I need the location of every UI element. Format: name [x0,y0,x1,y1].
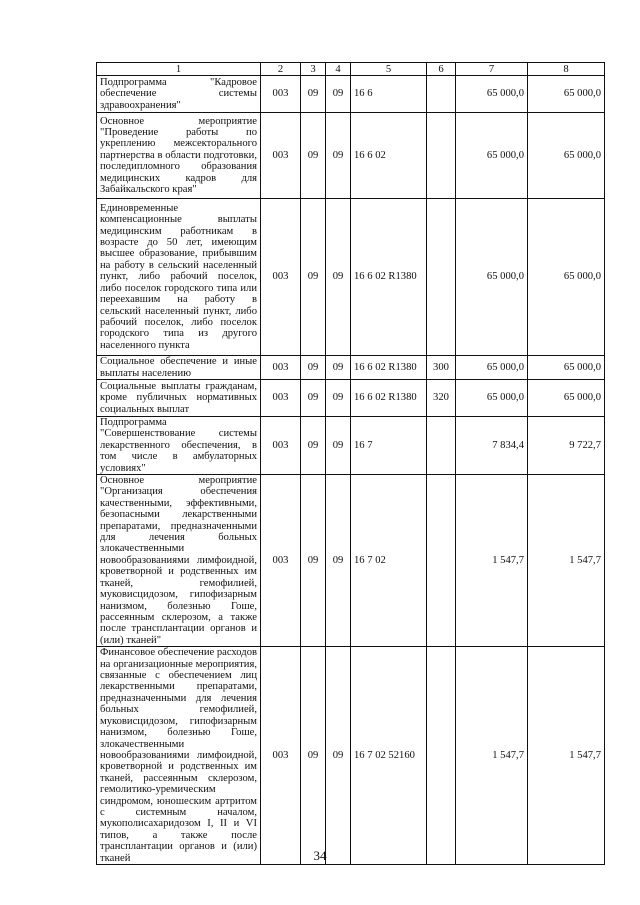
row-sum2: 1 547,7 [528,475,605,647]
row-sum2: 65 000,0 [528,199,605,356]
col-header-6: 6 [427,63,456,76]
row-pr: 09 [326,475,351,647]
row-name: Основное мероприятие "Проведение работы по укреплению межсекторального партнерства в области подготовки, последипломного образования медицинских кадров для Забайкальского края" [97,113,261,199]
row-name: Финансовое обеспечение расходов на организационные мероприятия, связанные с обеспечением лиц лекарственными препаратами, предназначенными для лечения больных гемофилией, муковисцидозом, гипофизарным нанизмом, болезнью Гоше, злокачественными новообразованиями лимфоидной, кроветворной и родственных им тканей, рассеянным склерозом, гемолитико-уремическим синдромом, юношеским артритом с системным началом, мукополисахаридозом I, II и VI типов, а также после трансплантации органов и (или) тканей [97,647,261,865]
row-vr [427,76,456,113]
row-sum1: 65 000,0 [456,380,528,417]
row-name: Подпрограмма "Совершенствование системы лекарственного обеспечения, в том числе в амбулаторных условиях" [97,417,261,475]
col-header-4: 4 [326,63,351,76]
row-vr: 300 [427,356,456,380]
row-sum2: 65 000,0 [528,113,605,199]
row-vr [427,475,456,647]
table-row [97,417,605,475]
col-header-1: 1 [97,63,261,76]
row-pr: 09 [326,199,351,356]
row-vr [427,113,456,199]
row-sum1: 65 000,0 [456,76,528,113]
row-vr [427,199,456,356]
table-row [97,356,605,380]
row-sum2: 65 000,0 [528,76,605,113]
row-grbs: 003 [261,417,301,475]
row-pr: 09 [326,380,351,417]
row-sum1: 65 000,0 [456,199,528,356]
row-pr: 09 [326,356,351,380]
row-csr: 16 6 02 R1380 [351,380,427,417]
row-grbs: 003 [261,113,301,199]
row-sum1: 1 547,7 [456,475,528,647]
row-name: Подпрограмма "Кадровое обеспечение системы здравоохранения" [97,76,261,113]
row-name: Социальные выплаты гражданам, кроме публичных нормативных социальных выплат [97,380,261,417]
row-pr: 09 [326,417,351,475]
row-rz: 09 [301,417,326,475]
table-row [97,113,605,199]
row-sum2: 65 000,0 [528,356,605,380]
row-csr: 16 6 02 [351,113,427,199]
row-vr [427,647,456,865]
row-name: Социальное обеспечение и иные выплаты населению [97,356,261,380]
table-row [97,380,605,417]
row-sum1: 7 834,4 [456,417,528,475]
header-row [97,63,605,76]
row-grbs: 003 [261,380,301,417]
col-header-2: 2 [261,63,301,76]
row-vr [427,417,456,475]
row-grbs: 003 [261,199,301,356]
row-csr: 16 7 [351,417,427,475]
row-rz: 09 [301,475,326,647]
row-sum2: 9 722,7 [528,417,605,475]
table-row [97,475,605,647]
col-header-7: 7 [456,63,528,76]
row-rz: 09 [301,356,326,380]
row-grbs: 003 [261,76,301,113]
row-sum2: 1 547,7 [528,647,605,865]
row-rz: 09 [301,380,326,417]
row-pr: 09 [326,76,351,113]
row-pr: 09 [326,647,351,865]
row-sum1: 65 000,0 [456,113,528,199]
col-header-5: 5 [351,63,427,76]
row-grbs: 003 [261,647,301,865]
budget-table [96,62,605,865]
row-csr: 16 7 02 52160 [351,647,427,865]
row-pr: 09 [326,113,351,199]
table-row [97,76,605,113]
row-rz: 09 [301,199,326,356]
table-row [97,647,605,865]
page-number: 34 [313,848,327,863]
row-name: Единовременные компенсационные выплаты медицинским работникам в возрасте до 50 лет, имеющим высшее образование, прибывшим на работу в сельский населенный пункт, либо рабочий поселок, либо поселок городского типа или переехавшим на работу в сельский населенный пункт, либо рабочий поселок, либо поселок городского типа из другого населенного пункта [97,199,261,356]
row-rz: 09 [301,647,326,865]
row-grbs: 003 [261,475,301,647]
row-csr: 16 7 02 [351,475,427,647]
row-name: Основное мероприятие "Организация обеспечения качественными, эффективными, безопасными лекарственными препаратами, предназначенными для лечения больных злокачественными новообразованиями лимфоидной, кроветворной и родственных им тканей, гемофилией, муковисцидозом, гипофизарным нанизмом, болезнью Гоше, рассеянным склерозом, а также после трансплантации органов и (или) тканей" [97,475,261,647]
col-header-3: 3 [301,63,326,76]
row-sum2: 65 000,0 [528,380,605,417]
row-vr: 320 [427,380,456,417]
table-row [97,199,605,356]
row-csr: 16 6 02 R1380 [351,356,427,380]
row-csr: 16 6 02 R1380 [351,199,427,356]
row-csr: 16 6 [351,76,427,113]
row-rz: 09 [301,113,326,199]
row-grbs: 003 [261,356,301,380]
row-rz: 09 [301,76,326,113]
row-sum1: 1 547,7 [456,647,528,865]
row-sum1: 65 000,0 [456,356,528,380]
col-header-8: 8 [528,63,605,76]
